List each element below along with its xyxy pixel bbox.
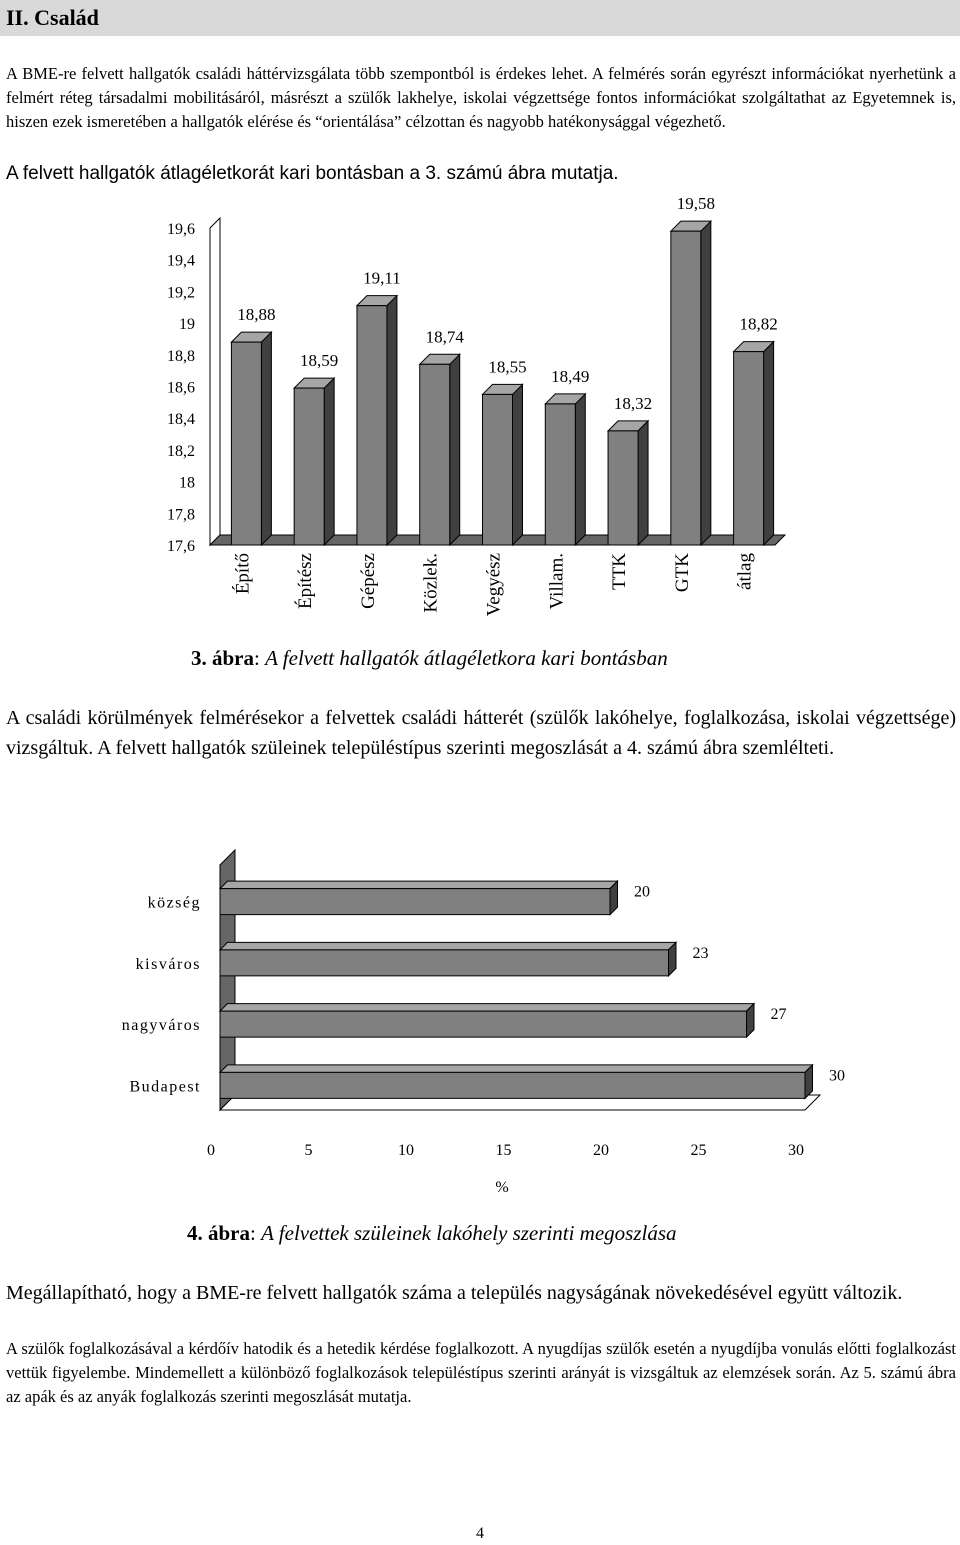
- bar: [734, 352, 764, 545]
- bar: [608, 431, 638, 545]
- y-tick-label: 18,8: [167, 347, 195, 365]
- family-paragraph: A családi körülmények felmérésekor a felvettek családi hátterét (szülők lakóhelye, foglalkozása, iskolai végzettsége) vizsgáltuk. A felvett hallgatók szüleinek településtípus szerinti megoszlását a 4. számú ábra szemlélteti.: [6, 707, 956, 759]
- bar-side: [450, 354, 460, 545]
- figure3-title: A felvett hallgatók átlagéletkora kari bontásban: [265, 646, 668, 670]
- x-tick-label: Villam.: [546, 553, 568, 610]
- y-tick-label: kisváros: [135, 955, 201, 973]
- data-label: 19,11: [363, 268, 401, 288]
- y-tick-label: község: [147, 894, 201, 912]
- y-tick-label: 18: [179, 474, 195, 492]
- bar: [220, 889, 610, 915]
- x-tick-label: 0: [207, 1142, 215, 1159]
- occupation-paragraph: A szülők foglalkozásával a kérdőív hatodik és a hetedik kérdése foglalkozott. A nyugdíjas szülők esetén a nyugdíjba vonulás előtti foglalkozást vettük figyelembe. Mindemellett a különböző foglalkozások településtípus szerinti arányát is vizsgáltuk az elemzések során. Az 5. számú ábra az apák és az anyák foglalkozás szerinti megoszlását mutatja.: [6, 1339, 956, 1406]
- data-label: 18,49: [551, 366, 590, 386]
- x-tick-label: 15: [495, 1142, 512, 1159]
- x-tick-label: Vegyész: [483, 553, 505, 617]
- bar: [420, 364, 450, 545]
- data-label: 18,88: [237, 305, 276, 325]
- data-label: 30: [829, 1067, 845, 1085]
- data-label: 20: [634, 883, 650, 901]
- bar-top: [220, 942, 676, 950]
- bar-top: [220, 881, 618, 889]
- bar-side: [701, 221, 711, 545]
- x-tick-label: 20: [593, 1142, 609, 1159]
- y-tick-label: 19: [179, 316, 195, 334]
- bar: [220, 950, 669, 976]
- section-title: II. Család: [6, 5, 99, 30]
- data-label: 23: [692, 944, 709, 962]
- y-tick-label: 18,2: [167, 442, 195, 460]
- y-tick-label: 19,4: [167, 252, 195, 270]
- x-tick-label: GTK: [671, 553, 693, 593]
- intro-paragraph: A BME-re felvett hallgatók családi háttérvizsgálata több szempontból is érdekes lehet. A felmérés során egyrészt információkat nyerhetünk a felmért réteg társadalmi mobilitásáról, másrészt a szülők lakhelye, iskolai végzettsége fontos információkat szolgáltathat az Egyetemnek is, hiszen ezek ismeretében a hallgatók elérése és “orientálása” célzottan és nagyobb hatékonysággal végezhető.: [6, 64, 956, 131]
- chart-wall: [210, 218, 220, 545]
- bar: [483, 394, 513, 545]
- x-tick-label: 25: [690, 1142, 707, 1159]
- x-tick-label: Építő: [232, 553, 254, 595]
- y-tick-label: 17,8: [167, 506, 195, 524]
- y-tick-label: 19,2: [167, 284, 195, 302]
- bar: [294, 388, 324, 545]
- bar-top: [220, 1065, 813, 1073]
- x-tick-label: TTK: [609, 553, 631, 590]
- figure3-caption: [191, 646, 668, 671]
- y-tick-label: 18,6: [167, 379, 195, 397]
- x-axis-label: %: [495, 1179, 509, 1196]
- x-tick-label: átlag: [734, 553, 756, 590]
- y-tick-label: Budapest: [129, 1078, 201, 1096]
- conclusion-paragraph: Megállapítható, hogy a BME-re felvett hallgatók száma a település nagyságának növekedésével együtt változik.: [6, 1282, 903, 1304]
- bar-side: [324, 378, 334, 545]
- y-tick-label: nagyváros: [121, 1017, 201, 1035]
- figure4-number: 4. ábra: [187, 1221, 250, 1245]
- bar-side: [261, 332, 271, 545]
- figure3-intro: A felvett hallgatók átlagéletkorát kari bontásban a 3. számú ábra mutatja.: [6, 163, 619, 184]
- bar-side: [638, 421, 648, 545]
- data-label: 18,32: [613, 393, 653, 413]
- bar: [220, 1011, 747, 1037]
- data-label: 27: [770, 1006, 787, 1024]
- figure3-number: 3. ábra: [191, 646, 254, 670]
- x-tick-label: 10: [398, 1142, 414, 1159]
- data-label: 18,55: [488, 357, 527, 377]
- x-tick-label: 5: [304, 1142, 313, 1159]
- x-tick-label: Építész: [295, 553, 317, 609]
- figure4-title: A felvettek szüleinek lakóhely szerinti megoszlása: [261, 1221, 677, 1245]
- data-label: 19,58: [676, 195, 715, 214]
- y-tick-label: 19,6: [167, 221, 195, 238]
- bar-side: [513, 384, 523, 545]
- data-label: 18,74: [425, 327, 464, 347]
- bar-side: [575, 394, 585, 545]
- figure3-sep: :: [254, 646, 266, 670]
- y-tick-label: 18,4: [167, 411, 195, 429]
- bar-top: [220, 1004, 754, 1012]
- y-tick-label: 17,6: [167, 538, 195, 555]
- x-tick-label: 30: [788, 1142, 804, 1159]
- data-label: 18,82: [739, 314, 778, 334]
- section-header: [0, 0, 960, 36]
- bar: [220, 1072, 805, 1098]
- bar-side: [387, 296, 397, 545]
- figure4-caption: [187, 1221, 677, 1246]
- data-label: 18,59: [300, 351, 339, 371]
- x-tick-label: Közlek.: [420, 553, 442, 613]
- bar: [357, 306, 387, 545]
- age-bar-chart: [0, 195, 960, 655]
- bar: [545, 404, 575, 545]
- bar: [671, 231, 701, 545]
- bar-side: [764, 342, 774, 545]
- page-number: 4: [476, 1525, 484, 1542]
- x-tick-label: Gépész: [357, 553, 379, 609]
- residence-bar-chart: [0, 835, 960, 1200]
- bar: [231, 342, 261, 545]
- figure4-sep: :: [250, 1221, 262, 1245]
